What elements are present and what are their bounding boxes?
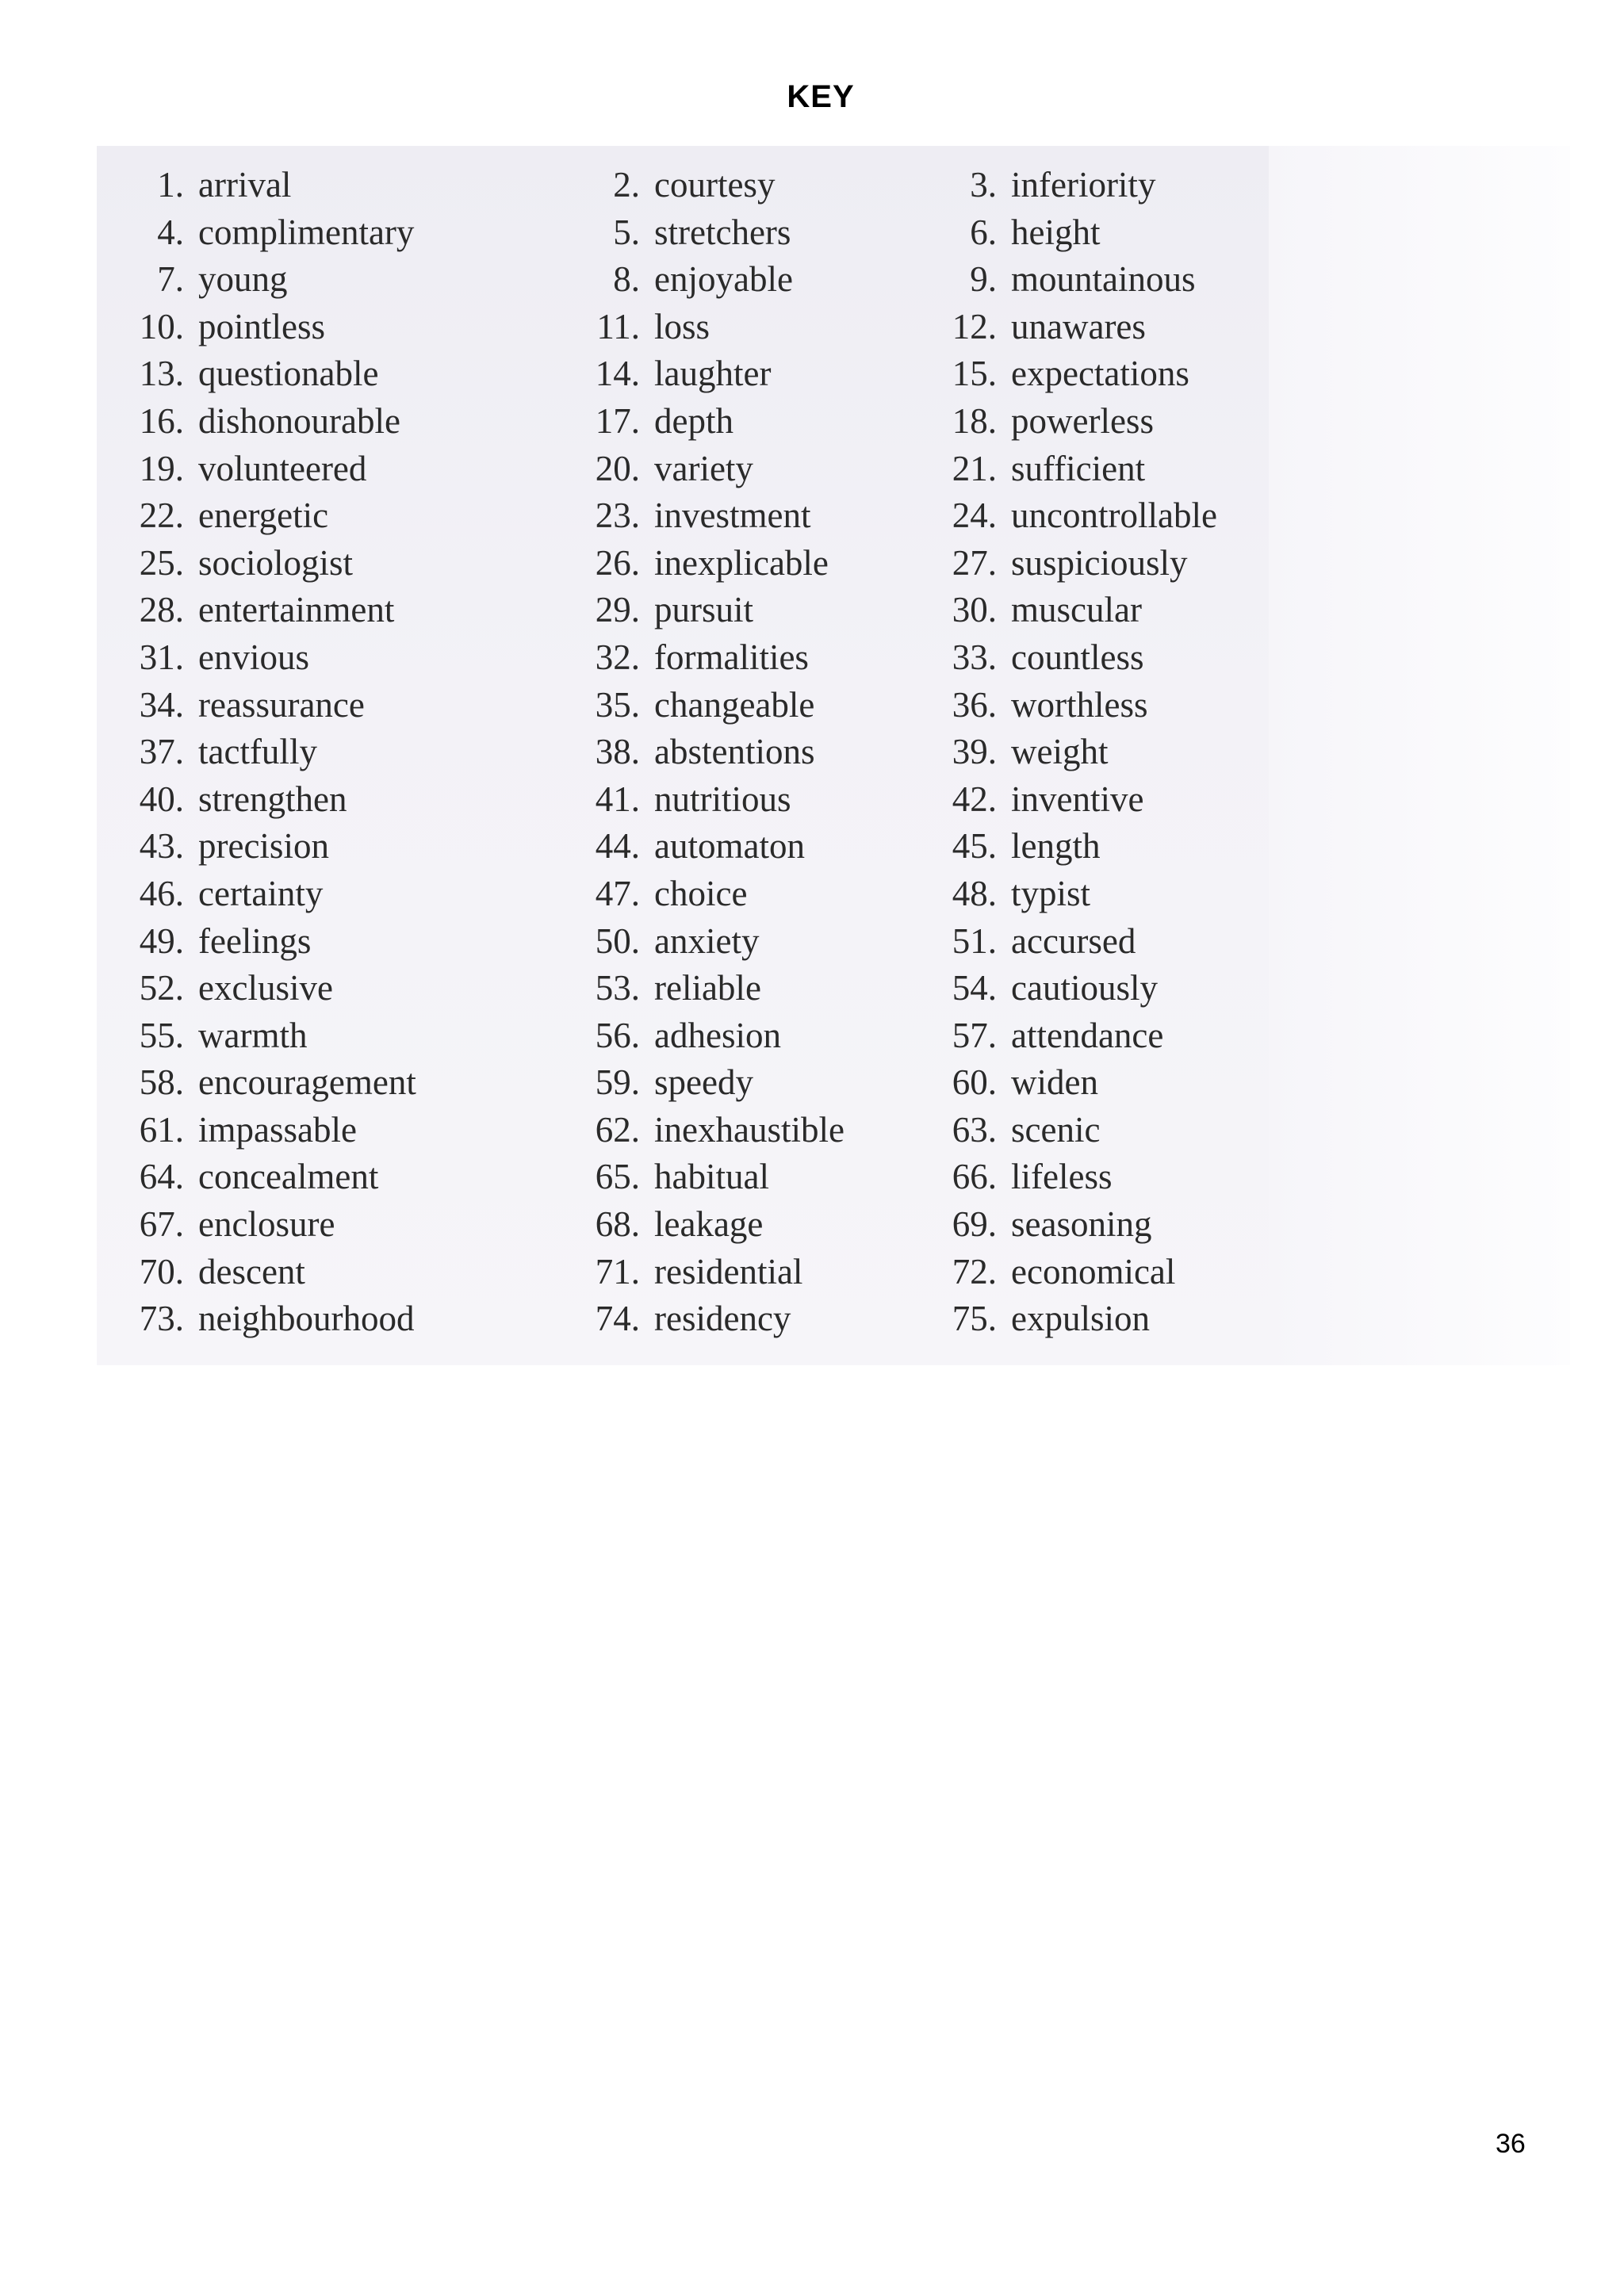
- answer-entry: [553, 1059, 910, 1107]
- answer-number: 73.: [139, 1299, 184, 1339]
- answer-number: 56.: [595, 1015, 640, 1055]
- answer-entry: [553, 304, 910, 351]
- answer-number: 26.: [595, 542, 640, 583]
- answer-entry: [910, 350, 1269, 398]
- answer-entry: [553, 1295, 910, 1343]
- answer-word: anxiety: [654, 920, 760, 961]
- answer-number: 51.: [952, 920, 997, 961]
- answer-number: 59.: [595, 1062, 640, 1103]
- answer-word: lifeless: [1011, 1157, 1113, 1197]
- answer-entry: [553, 634, 910, 682]
- answer-entry: [97, 492, 553, 540]
- answer-word: speedy: [654, 1062, 753, 1103]
- answer-entry: [910, 540, 1269, 587]
- answer-number: 22.: [139, 496, 184, 536]
- answer-number: 68.: [595, 1204, 640, 1245]
- answer-entry: [553, 871, 910, 918]
- answer-word: worthless: [1011, 684, 1148, 725]
- answer-number: 58.: [139, 1062, 184, 1103]
- answer-word: uncontrollable: [1011, 496, 1217, 536]
- answer-number: 2.: [613, 165, 640, 205]
- answer-number: 49.: [139, 920, 184, 961]
- answer-entry: [553, 823, 910, 871]
- answer-entry: [97, 1295, 553, 1343]
- answer-number: 27.: [952, 542, 997, 583]
- answer-number: 69.: [952, 1204, 997, 1245]
- answer-number: 47.: [595, 873, 640, 913]
- answer-number: 10.: [139, 306, 184, 346]
- answer-entry: [910, 1295, 1269, 1343]
- answer-number: 75.: [952, 1299, 997, 1339]
- answer-word: reliable: [654, 968, 761, 1008]
- answer-word: widen: [1011, 1062, 1098, 1103]
- answer-word: residency: [654, 1299, 791, 1339]
- answer-entry: [553, 1154, 910, 1201]
- answer-entry: [553, 398, 910, 446]
- answer-number: 23.: [595, 496, 640, 536]
- answer-word: pointless: [198, 306, 326, 346]
- answer-number: 55.: [139, 1015, 184, 1055]
- answer-number: 14.: [595, 354, 640, 394]
- answer-entry: [97, 776, 553, 824]
- answer-entry: [553, 446, 910, 493]
- answer-entry: [553, 540, 910, 587]
- answer-entry: [97, 1154, 553, 1201]
- answer-number: 67.: [139, 1204, 184, 1245]
- answer-entry: [910, 446, 1269, 493]
- answer-entry: [97, 1012, 553, 1060]
- answer-number: 74.: [595, 1299, 640, 1339]
- answer-entry: [97, 1249, 553, 1296]
- answer-entry: [97, 1201, 553, 1249]
- answer-word: questionable: [198, 354, 379, 394]
- answer-word: powerless: [1011, 400, 1154, 441]
- answer-word: descent: [198, 1251, 305, 1292]
- answer-number: 11.: [596, 306, 640, 346]
- answer-entry: [910, 587, 1269, 634]
- answer-word: suspiciously: [1011, 542, 1188, 583]
- answer-word: automaton: [654, 826, 805, 867]
- answer-entry: [910, 776, 1269, 824]
- answer-entry: [910, 1154, 1269, 1201]
- answer-entry: [553, 729, 910, 776]
- answer-number: 30.: [952, 590, 997, 630]
- answer-word: cautiously: [1011, 968, 1158, 1008]
- answer-number: 53.: [595, 968, 640, 1008]
- answer-word: adhesion: [654, 1015, 781, 1055]
- answer-entry: [97, 398, 553, 446]
- answer-entry: [910, 918, 1269, 966]
- answer-number: 3.: [970, 165, 997, 205]
- answer-word: entertainment: [198, 590, 395, 630]
- answer-word: variety: [654, 448, 753, 488]
- answer-entry: [910, 492, 1269, 540]
- answer-word: scenic: [1011, 1109, 1101, 1150]
- answer-key-grid: [97, 162, 1269, 1343]
- answer-entry: [97, 350, 553, 398]
- answer-word: nutritious: [654, 779, 791, 819]
- answer-number: 20.: [595, 448, 640, 488]
- answer-word: volunteered: [198, 448, 367, 488]
- answer-entry: [553, 1249, 910, 1296]
- answer-entry: [910, 304, 1269, 351]
- answer-entry: [553, 682, 910, 729]
- answer-entry: [97, 540, 553, 587]
- answer-number: 71.: [595, 1251, 640, 1292]
- answer-entry: [97, 587, 553, 634]
- answer-number: 8.: [613, 259, 640, 300]
- answer-number: 50.: [595, 920, 640, 961]
- answer-word: certainty: [198, 873, 324, 913]
- answer-number: 62.: [595, 1109, 640, 1150]
- answer-word: tactfully: [198, 732, 317, 772]
- answer-word: accursed: [1011, 920, 1136, 961]
- answer-word: inventive: [1011, 779, 1144, 819]
- answer-word: inexhaustible: [654, 1109, 845, 1150]
- answer-word: inferiority: [1011, 165, 1156, 205]
- answer-word: neighbourhood: [198, 1299, 415, 1339]
- answer-entry: [553, 209, 910, 257]
- answer-entry: [97, 682, 553, 729]
- answer-entry: [910, 1249, 1269, 1296]
- answer-word: strengthen: [198, 779, 347, 819]
- answer-number: 32.: [595, 637, 640, 677]
- answer-number: 29.: [595, 590, 640, 630]
- answer-entry: [97, 965, 553, 1012]
- answer-word: enjoyable: [654, 259, 793, 300]
- scan-edge-fade: [1269, 146, 1570, 1365]
- answer-word: young: [198, 259, 288, 300]
- answer-word: enclosure: [198, 1204, 335, 1245]
- answer-entry: [910, 398, 1269, 446]
- answer-word: dishonourable: [198, 400, 400, 441]
- answer-number: 38.: [595, 732, 640, 772]
- answer-entry: [910, 1059, 1269, 1107]
- answer-number: 6.: [970, 212, 997, 252]
- answer-entry: [97, 446, 553, 493]
- answer-word: residential: [654, 1251, 803, 1292]
- answer-word: stretchers: [654, 212, 791, 252]
- answer-entry: [553, 256, 910, 304]
- answer-number: 44.: [595, 826, 640, 867]
- answer-entry: [97, 634, 553, 682]
- answer-number: 18.: [952, 400, 997, 441]
- answer-entry: [553, 587, 910, 634]
- answer-entry: [97, 304, 553, 351]
- answer-word: precision: [198, 826, 329, 867]
- answer-word: pursuit: [654, 590, 754, 630]
- answer-number: 33.: [952, 637, 997, 677]
- answer-word: economical: [1011, 1251, 1176, 1292]
- answer-word: exclusive: [198, 968, 333, 1008]
- answer-word: countless: [1011, 637, 1144, 677]
- answer-number: 28.: [139, 590, 184, 630]
- answer-entry: [910, 162, 1269, 209]
- answer-word: encouragement: [198, 1062, 416, 1103]
- answer-number: 39.: [952, 732, 997, 772]
- answer-entry: [910, 965, 1269, 1012]
- answer-word: expulsion: [1011, 1299, 1150, 1339]
- answer-word: laughter: [654, 354, 772, 394]
- answer-word: weight: [1011, 732, 1109, 772]
- answer-word: complimentary: [198, 212, 415, 252]
- answer-number: 65.: [595, 1157, 640, 1197]
- answer-number: 40.: [139, 779, 184, 819]
- answer-number: 37.: [139, 732, 184, 772]
- answer-number: 52.: [139, 968, 184, 1008]
- answer-word: courtesy: [654, 165, 776, 205]
- answer-word: sufficient: [1011, 448, 1146, 488]
- answer-word: mountainous: [1011, 259, 1196, 300]
- answer-entry: [910, 823, 1269, 871]
- answer-entry: [97, 162, 553, 209]
- answer-word: formalities: [654, 637, 809, 677]
- answer-word: expectations: [1011, 354, 1189, 394]
- answer-word: energetic: [198, 496, 329, 536]
- answer-entry: [910, 634, 1269, 682]
- answer-word: reassurance: [198, 684, 365, 725]
- answer-number: 46.: [139, 873, 184, 913]
- answer-word: inexplicable: [654, 542, 829, 583]
- answer-word: height: [1011, 212, 1101, 252]
- answer-word: feelings: [198, 920, 312, 961]
- answer-number: 63.: [952, 1109, 997, 1150]
- answer-number: 13.: [139, 354, 184, 394]
- answer-entry: [910, 729, 1269, 776]
- answer-number: 25.: [139, 542, 184, 583]
- answer-number: 9.: [970, 259, 997, 300]
- answer-number: 17.: [595, 400, 640, 441]
- answer-word: unawares: [1011, 306, 1146, 346]
- answer-number: 36.: [952, 684, 997, 725]
- answer-entry: [97, 729, 553, 776]
- answer-word: sociologist: [198, 542, 354, 583]
- answer-entry: [553, 965, 910, 1012]
- answer-entry: [97, 209, 553, 257]
- answer-entry: [910, 256, 1269, 304]
- answer-word: leakage: [654, 1204, 764, 1245]
- answer-entry: [97, 918, 553, 966]
- answer-word: choice: [654, 873, 748, 913]
- answer-entry: [553, 918, 910, 966]
- answer-word: muscular: [1011, 590, 1142, 630]
- answer-number: 12.: [952, 306, 997, 346]
- answer-number: 54.: [952, 968, 997, 1008]
- answer-word: arrival: [198, 165, 292, 205]
- answer-word: typist: [1011, 873, 1091, 913]
- answer-entry: [553, 776, 910, 824]
- answer-word: habitual: [654, 1157, 769, 1197]
- answer-number: 61.: [139, 1109, 184, 1150]
- answer-entry: [910, 1012, 1269, 1060]
- answer-word: concealment: [198, 1157, 379, 1197]
- answer-number: 66.: [952, 1157, 997, 1197]
- answer-word: abstentions: [654, 732, 815, 772]
- answer-number: 35.: [595, 684, 640, 725]
- answer-word: envious: [198, 637, 309, 677]
- answer-entry: [97, 823, 553, 871]
- answer-word: investment: [654, 496, 811, 536]
- answer-number: 41.: [595, 779, 640, 819]
- answer-entry: [910, 682, 1269, 729]
- answer-number: 24.: [952, 496, 997, 536]
- answer-word: loss: [654, 306, 710, 346]
- answer-number: 7.: [157, 259, 184, 300]
- answer-entry: [97, 256, 553, 304]
- answer-entry: [910, 1107, 1269, 1154]
- answer-entry: [97, 871, 553, 918]
- answer-word: warmth: [198, 1015, 308, 1055]
- answer-number: 21.: [952, 448, 997, 488]
- answer-entry: [553, 162, 910, 209]
- answer-number: 42.: [952, 779, 997, 819]
- answer-number: 48.: [952, 873, 997, 913]
- answer-word: seasoning: [1011, 1204, 1152, 1245]
- answer-entry: [553, 1107, 910, 1154]
- answer-word: attendance: [1011, 1015, 1164, 1055]
- answer-number: 45.: [952, 826, 997, 867]
- answer-number: 57.: [952, 1015, 997, 1055]
- answer-number: 15.: [952, 354, 997, 394]
- answer-entry: [553, 492, 910, 540]
- answer-number: 4.: [157, 212, 184, 252]
- answer-entry: [553, 1201, 910, 1249]
- answer-number: 19.: [139, 448, 184, 488]
- answer-number: 16.: [139, 400, 184, 441]
- answer-entry: [910, 209, 1269, 257]
- page-number: 36: [1496, 2129, 1526, 2159]
- answer-number: 1.: [157, 165, 184, 205]
- answer-word: impassable: [198, 1109, 357, 1150]
- answer-number: 34.: [139, 684, 184, 725]
- answer-entry: [553, 350, 910, 398]
- answer-word: changeable: [654, 684, 815, 725]
- answer-number: 64.: [139, 1157, 184, 1197]
- answer-word: depth: [654, 400, 733, 441]
- answer-entry: [553, 1012, 910, 1060]
- answer-number: 60.: [952, 1062, 997, 1103]
- answer-entry: [910, 871, 1269, 918]
- page-title: KEY: [787, 79, 855, 114]
- answer-number: 5.: [613, 212, 640, 252]
- answer-number: 43.: [139, 826, 184, 867]
- answer-number: 72.: [952, 1251, 997, 1292]
- answer-entry: [97, 1107, 553, 1154]
- answer-word: length: [1011, 826, 1101, 867]
- answer-entry: [97, 1059, 553, 1107]
- answer-entry: [910, 1201, 1269, 1249]
- answer-number: 70.: [139, 1251, 184, 1292]
- answer-number: 31.: [139, 637, 184, 677]
